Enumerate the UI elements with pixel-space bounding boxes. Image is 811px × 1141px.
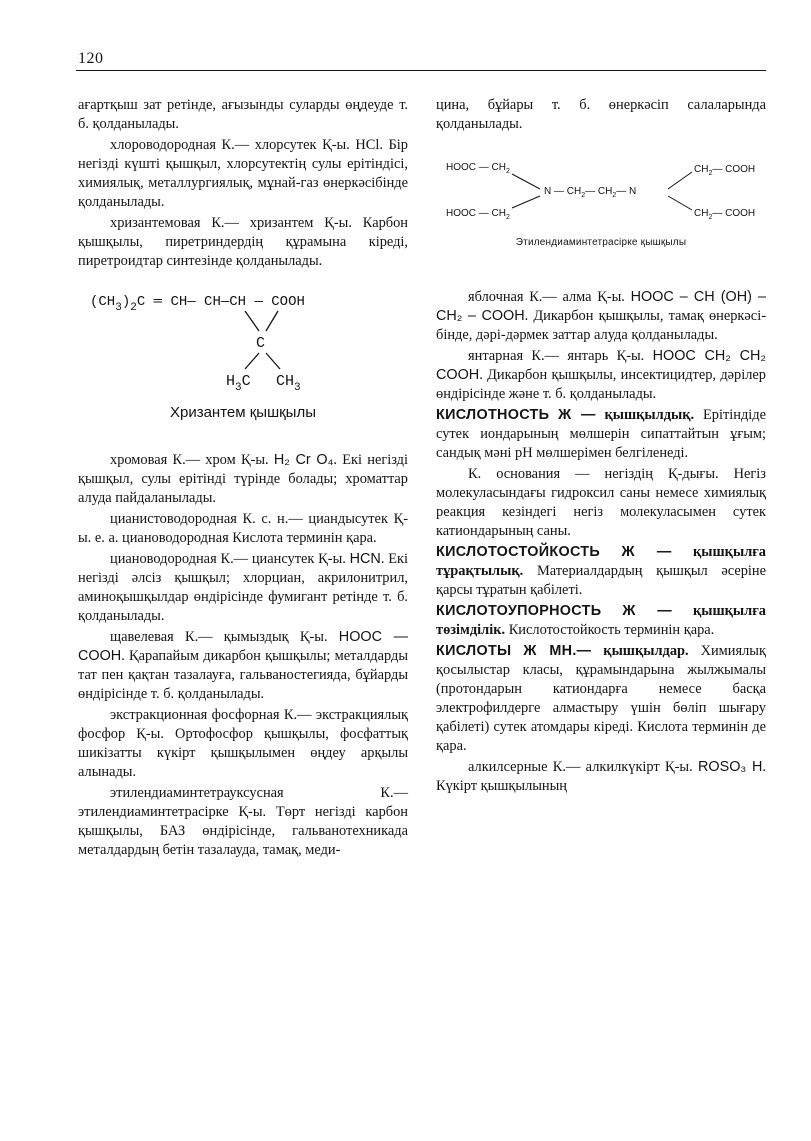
bond-line [512,174,540,189]
gender-mark: Ж — [622,603,672,619]
bond-line [245,353,259,369]
entry-text: . Күкірт қышқылының [436,759,766,794]
formula-subscript: 2 [506,168,510,175]
cyclopropane-carbon: C [256,335,266,352]
carboxyl-group: — COOH [712,208,756,219]
chemical-formula: ROSO₃ H [698,759,763,775]
entry-chromic-acid [78,451,408,508]
formula-subscript: 3 [235,382,242,393]
bond-line [668,196,692,210]
entry-cyanic-acid [78,550,408,626]
translation-term: қышқылдар. [603,643,689,659]
entry-acidity [436,406,766,463]
carboxyl-group: CH [694,208,709,219]
translation-term: қышқылдық. [604,407,695,423]
translation-term: қышқылға төзімділік. [436,603,766,638]
bond-line [512,196,540,208]
formula-subscript: 2 [506,214,510,221]
gender-mark: Ж — [558,407,596,423]
chrysanthemic-acid-structure [78,271,408,393]
bond-line [266,353,280,369]
entry-acid-proofness [436,602,766,640]
entry-succinic-acid [436,347,766,404]
chemical-formula: HOOC — COOH [78,629,408,664]
entry-extraction-phosphoric-acid: экстракционная фосфорная К.— экстракциялық фосфор Қ-ы. Ортофосфор қышқылы, фосфаттық шикізатты күкірт қышқылымен өңдеу арқылы алынады. [78,707,408,780]
headword: КИСЛОТОУПОРНОСТЬ [436,603,602,619]
carboxyl-group: HOOC — CH [446,162,506,173]
bond-line [245,311,259,331]
chemical-formula: H₂ Cr O₄ [273,452,334,468]
svg-text:CH2— COOH [694,208,755,221]
entry-text: циановодородная К.— циансутек Қ-ы. [110,551,346,567]
entry-text: . Қарапайым дикарбон қышқылы; металдарды тат пен қақтан тазалауға, гальваностегияда, бұйарды өндірісінде т. б. қолданылады. [78,648,408,702]
entry-acid-resistance [436,543,766,600]
translation-term: қышқылға тұрақтылық. [436,544,766,579]
ethylenediamine-chain: — CH [585,186,613,197]
svg-text:H3C [226,373,251,393]
figure-caption: Хризантем қышқылы [169,404,316,421]
bond-line [668,172,692,189]
entry-oxalic-acid [78,628,408,704]
entry-text: хромовая К.— хром Қ-ы. [110,452,269,468]
entry-alkylsulfuric-acid [436,758,766,796]
headword: КИСЛОТЫ [436,643,512,659]
formula-part: (CH [90,294,116,310]
entry-acids [436,642,766,756]
formula-subscript: 3 [294,382,301,393]
chemical-formula: HOOC – CH (OH) – CH₂ – COOH [436,289,766,324]
header-rule [76,70,766,71]
carboxyl-group: HOOC — CH [446,208,506,219]
bond-line [266,311,278,331]
entry-text: . Екі негізді қышқыл, сулы ерітінді түрінде болады; хроматтар алуда пайдаланылады. [78,452,409,506]
entry-text: алкилсерные К.— алкилкүкірт Қ-ы. [468,759,693,775]
chemical-formula: HCN [349,551,381,567]
page-number: 120 [78,50,104,67]
methyl-label: C [241,373,251,390]
gender-mark: Ж — [621,544,672,560]
entry-text: . Дикарбон қышқылы, инсектицидтер, дәрілер өндірісінде және т. б. қолданылады. [436,367,766,402]
entry-malic-acid [436,288,766,345]
formula-subscript: 2 [708,214,713,221]
chrysanthemic-acid-figure [78,271,408,421]
formula-subscript: 2 [581,192,586,199]
entry-chrysanthemic-acid: хризантемовая К.— хризантем Қ-ы. Карбон қышқылы, пиретриндердің құрамына кіреді, пиретроидтар синтезінде қолданылады. [78,215,408,269]
entry-continuation: цина, бұйары т. б. өнеркәсіп салаларында қолданылады. [436,97,766,132]
definition-text: Ерітіндіде сутек иондарының мөлшерін сипаттайтын ұғым; сандық мәні pH мөлшерімен белгіленеді. [436,407,766,461]
methyl-label: CH [276,373,295,390]
formula-subscript: 2 [612,192,617,199]
entry-text: щавелевая К.— қымыздық Қ-ы. [110,629,328,645]
entry-text: . Дикарбон қышқылы, тамақ өнеркәсі-бінде, дәрі-дәрмек заттар алуда қолданылады. [436,308,766,343]
definition-text: Материалдардың қышқыл әсеріне қарсы тұратын қабілеті. [436,563,766,598]
chemical-formula: HOOC CH₂ CH₂ COOH [436,348,766,383]
methyl-label: H [226,373,236,390]
entry-edta: этилендиаминтетрауксусная К.— этилендиаминтетрасірке Қ-ы. Төрт негізді карбон қышқылы, БАЗ өндірісінде, гальванотехникада металдардың бетін тазалауда, тамақ, меди- [78,785,408,858]
ethylenediamine-chain: — N [616,186,637,197]
entry-base-acidity: К. основания — негіздің Қ-дығы. Негіз молекуласындағы гидроксил саны немесе химиялық реакция кезіндегі негіз молекуласымен сутек катиондарының саны. [436,466,766,539]
gender-mark: Ж МН.— [523,643,592,659]
formula-subscript: 2 [708,170,713,177]
edta-figure [436,134,766,248]
formula-part: ) [121,294,131,310]
svg-text:HOOC — CH2 [446,162,510,175]
ethylenediamine-chain: N — CH [544,186,582,197]
headword: КИСЛОТНОСТЬ [436,407,550,423]
formula-subscript: 2 [130,302,137,314]
carboxyl-group: CH [694,164,709,175]
svg-text:(CH3)2C ═ CH— CH—CH — COOH [90,294,305,314]
svg-text:HOOC — CH2 [446,208,510,221]
entry-hydrochloric-acid: хлороводородная К.— хлорсутек Қ-ы. HCl. Бір негізді күшті қышқыл, хлорсутектің сулы ерітіндісі, химиялық, металлургиялық, мұнай-газ өнеркәсібінде қолданылады. [78,137,408,210]
entry-continuation: ағартқыш зат ретінде, ағызынды суларды өңдеуде т. б. қолданылады. [78,97,408,132]
edta-structure [436,134,766,230]
definition-text: Химиялық қосылыстар класы, құрамындарына жылжымалы (протондарын катиондарға немесе басқа электрофилдерге алмастыру үшін бөліп шығару қабілеті) сутек атомдары кіреді. Кислота терминін де қара. [436,643,766,754]
definition-text: Кислотостойкость терминін қара. [508,622,715,638]
formula-subscript: 3 [115,302,122,314]
formula-part: C ═ CH— CH—CH — COOH [136,294,305,310]
right-column [436,96,766,796]
carboxyl-group: — COOH [712,164,756,175]
entry-text: . Екі негізді әлсіз қышқыл; хлорциан, акрилонитрил, аминоқышқылдар өндірісінде фумигант ретінде т. б. қолданылады. [78,551,408,624]
entry-text: янтарная К.— янтарь Қ-ы. [468,348,645,364]
svg-text:CH2— COOH [694,164,755,177]
entry-hydrocyanic-acid: цианистоводородная К. с. н.— циандысутек Қ-ы. е. а. циановодородная Кислота терминін қара. [78,511,408,546]
svg-text:N — CH2— CH2— N [544,186,636,199]
left-column [78,96,408,860]
entry-text: яблочная К.— алма Қ-ы. [468,289,625,305]
figure-caption: Этилендиаминтетрасірке қышқылы [515,237,687,248]
svg-text:CH3 [276,373,301,393]
headword: КИСЛОТОСТОЙКОСТЬ [436,544,601,560]
